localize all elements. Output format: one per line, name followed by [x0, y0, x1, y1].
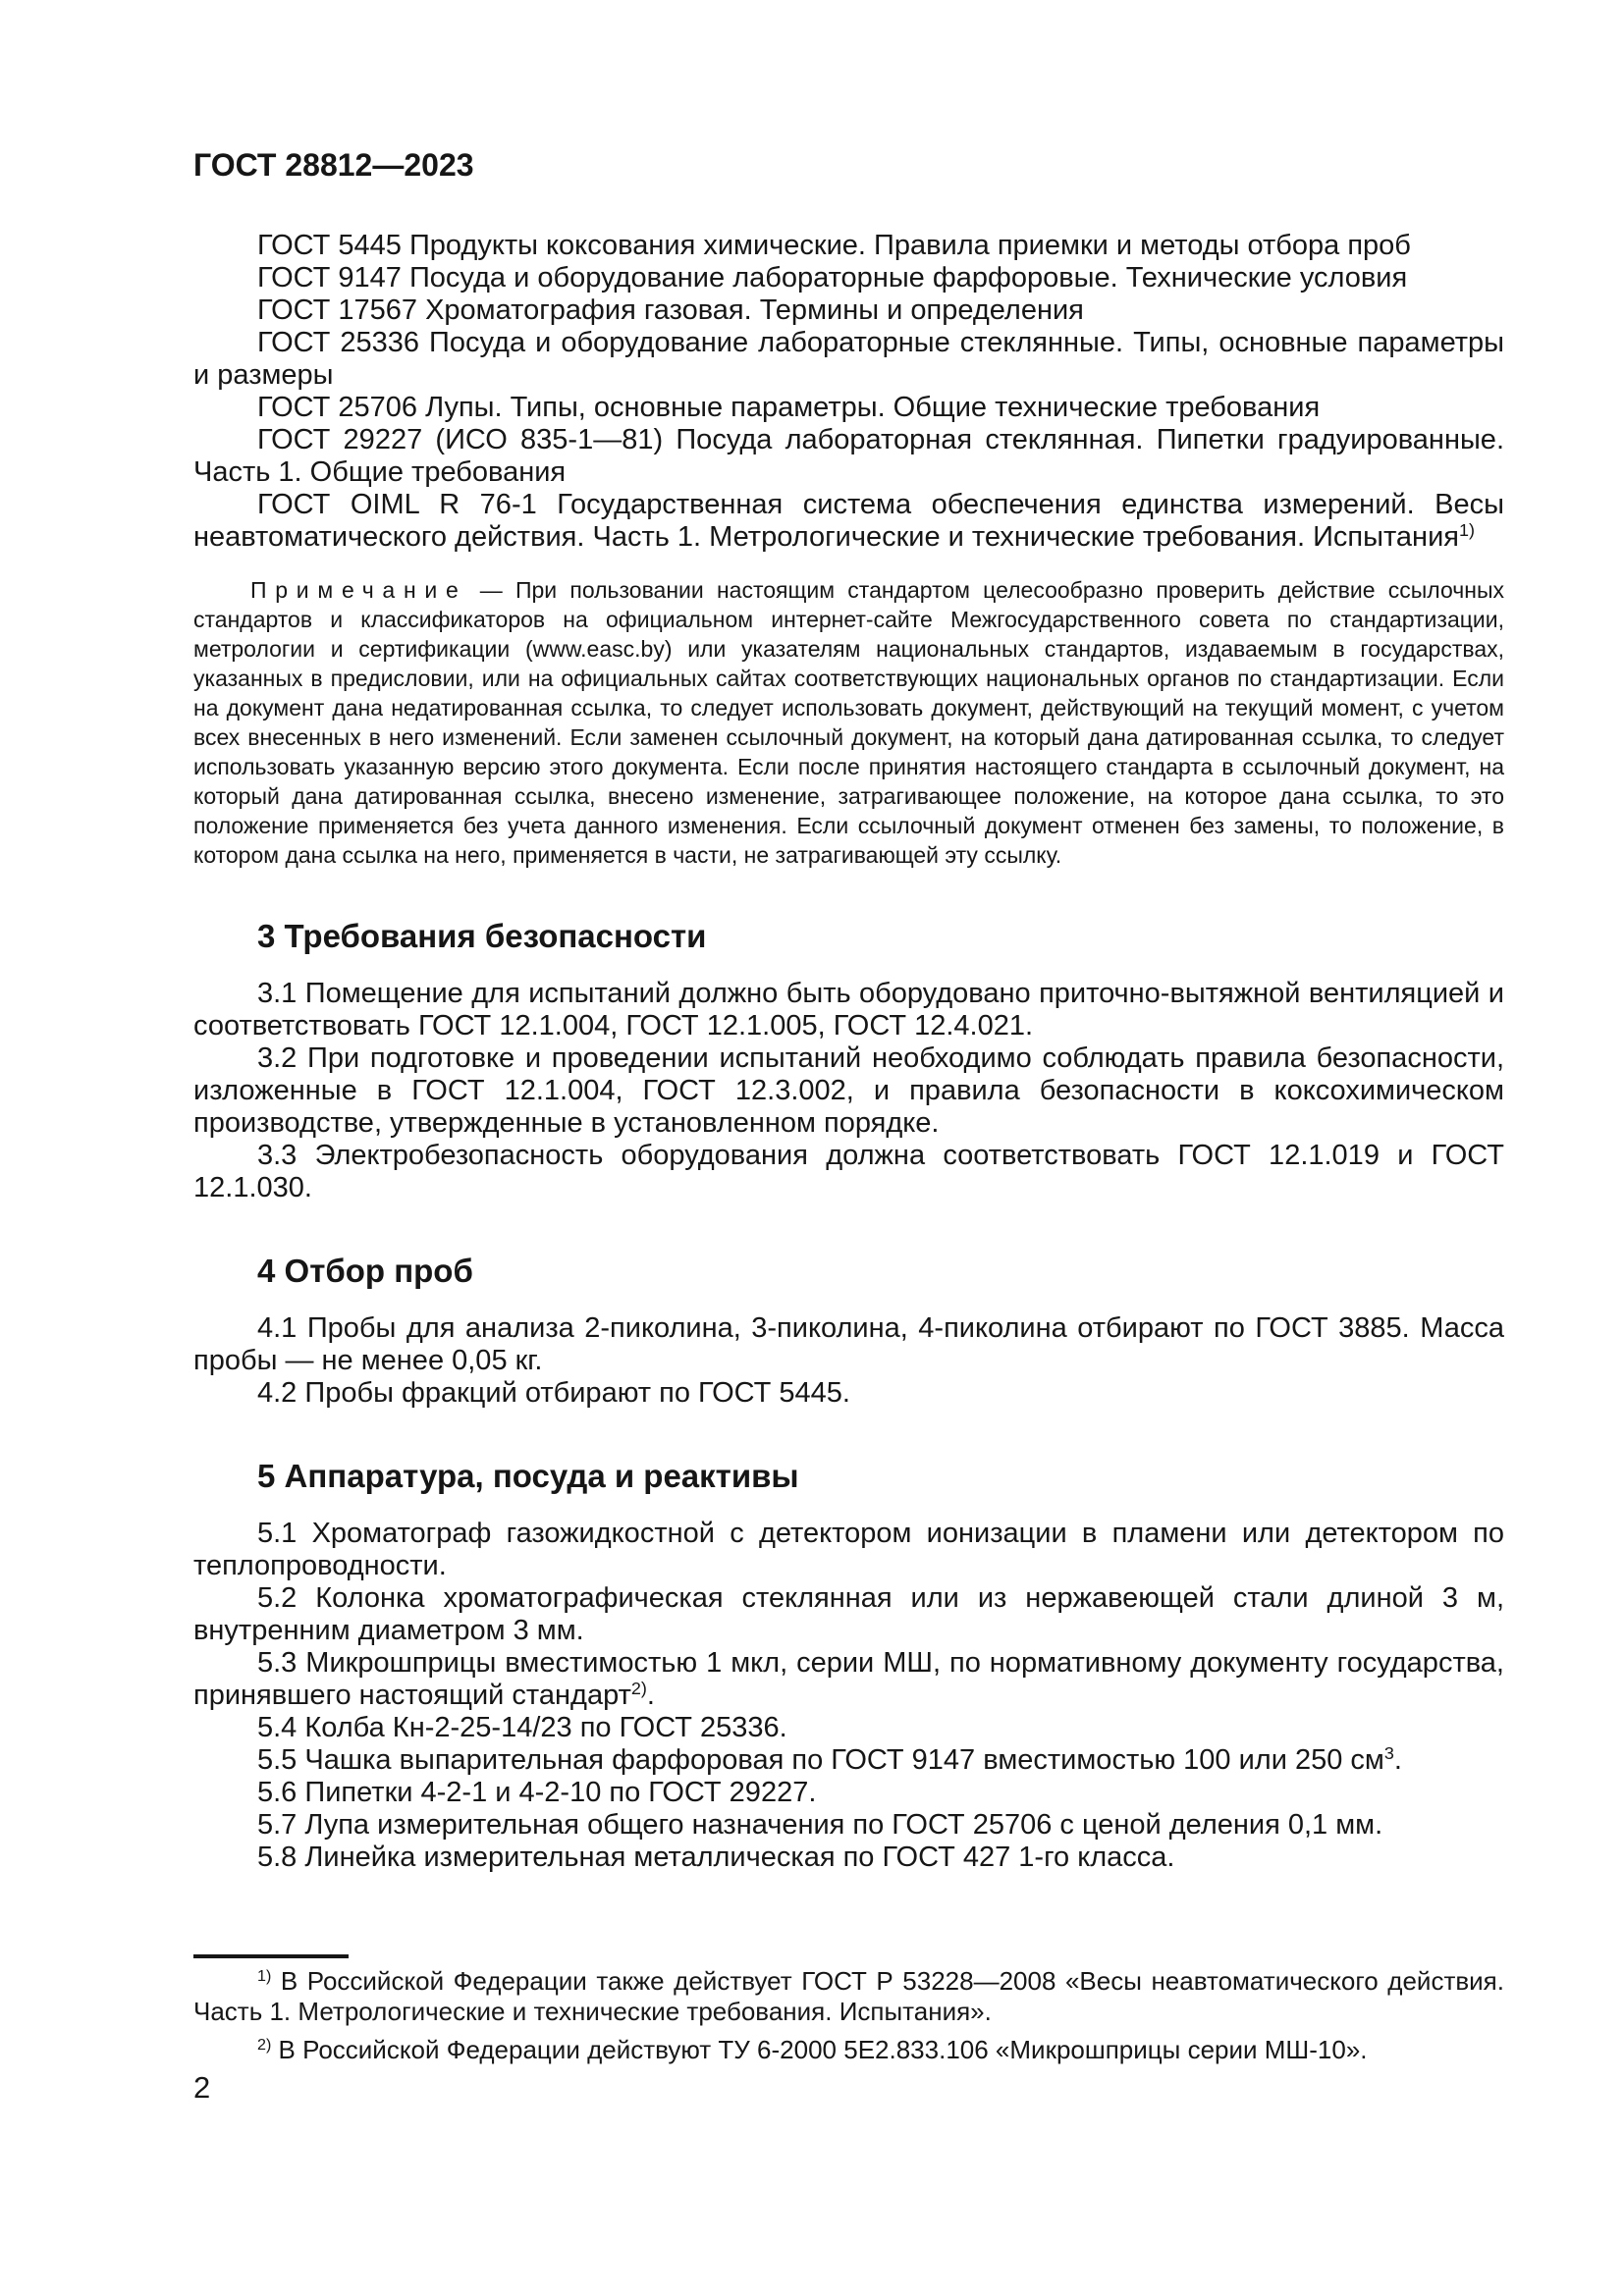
reference-paragraph: ГОСТ 17567 Хроматография газовая. Термины и определения [257, 294, 1084, 326]
page-content [0, 183, 1624, 1874]
section-heading: 3 Требования безопасности [257, 918, 707, 954]
body-paragraph: 5.3 Микрошприцы вместимостью 1 мкл, серии МШ, по нормативному документу государства, принявшего настоящий стандарт$^{2)}$. [193, 1647, 1504, 1711]
reference-paragraph: ГОСТ 25336 Посуда и оборудование лабораторные стеклянные. Типы, основные параметры и размеры [193, 327, 1504, 391]
section-heading: 4 Отбор проб [257, 1253, 473, 1289]
section-paragraphs [193, 978, 1504, 1204]
footnotes-list [193, 1966, 1504, 2065]
body-paragraph: 5.2 Колонка хроматографическая стеклянная или из нержавеющей стали длиной 3 м, внутренним диаметром 3 мм. [193, 1582, 1504, 1646]
footnote: $^{2)}$ В Российской Федерации действуют ТУ 6-2000 5Е2.833.106 «Микрошприцы серии МШ-10». [257, 2035, 1368, 2064]
section-apparatus [193, 1457, 1504, 1874]
body-paragraph: 4.1 Пробы для анализа 2-пиколина, 3-пиколина, 4-пиколина отбирают по ГОСТ 3885. Масса пробы — не менее 0,05 кг. [193, 1312, 1504, 1376]
references-list [193, 230, 1504, 554]
superscript-marker: 3 [1383, 1743, 1394, 1764]
reference-paragraph: ГОСТ 25706 Лупы. Типы, основные параметры. Общие технические требования [257, 392, 1321, 423]
superscript-marker: 1) [1458, 520, 1475, 541]
body-paragraph: 3.2 При подготовке и проведении испытаний необходимо соблюдать правила безопасности, изложенные в ГОСТ 12.1.004, ГОСТ 12.3.002, и правила безопасности в коксохимическом производстве, утвержденные в установленном порядке. [193, 1042, 1504, 1139]
footnote-separator [193, 1954, 349, 1958]
reference-paragraph: ГОСТ 9147 Посуда и оборудование лабораторные фарфоровые. Технические условия [257, 262, 1408, 294]
section-heading: 5 Аппаратура, посуда и реактивы [257, 1458, 799, 1494]
body-paragraph: 5.4 Колба Кн-2-25-14/23 по ГОСТ 25336. [257, 1712, 787, 1743]
body-paragraph: 3.3 Электробезопасность оборудования должна соответствовать ГОСТ 12.1.019 и ГОСТ 12.1.030. [193, 1140, 1504, 1203]
page-number: 2 [193, 2070, 211, 2105]
body-paragraph: 5.5 Чашка выпарительная фарфоровая по ГОСТ 9147 вместимостью 100 или 250 $см^3$. [257, 1743, 1402, 1776]
section-safety-requirements [193, 917, 1504, 1204]
reference-paragraph: ГОСТ OIML R 76-1 Государственная система обеспечения единства измерений. Весы неавтоматического действия. Часть 1. Метрологические и технические требования. Испытания$^{1)}$ [193, 489, 1504, 553]
superscript-marker: 1) [257, 1967, 272, 1986]
note-paragraph: Примечание — При пользовании настоящим стандартом целесообразно проверить действие ссылочных стандартов и классификаторов на официальном интернет-сайте Межгосударственного совета по стандартизации, метрологии и сертификации (www.easc.by) или указателям национальных стандартов, издаваемым в государствах, указанных в предисловии, или на официальных сайтах соответствующих национальных органов по стандартизации. Если на документ дана недатированная ссылка, то следует использовать документ, действующий на текущий момент, с учетом всех внесенных в него изменений. Если заменен ссылочный документ, на который дана датированная ссылка, то следует использовать указанную версию этого документа. Если после принятия настоящего стандарта в ссылочный документ, на который дана датированная ссылка, внесено изменение, затрагивающее положение, на которое дана ссылка, то это положение применяется без учета данного изменения. Если ссылочный документ отменен без замены, то положение, в котором дана ссылка на него, применяется в части, не затрагивающей эту ссылку. [193, 577, 1504, 868]
note-label: Примечание [250, 577, 467, 603]
section-paragraphs [193, 1518, 1504, 1874]
body-paragraph: 3.1 Помещение для испытаний должно быть оборудовано приточно-вытяжной вентиляцией и соответствовать ГОСТ 12.1.004, ГОСТ 12.1.005, ГОСТ 12.4.021. [193, 978, 1504, 1041]
body-paragraph: 5.6 Пипетки 4-2-1 и 4-2-10 по ГОСТ 29227. [257, 1777, 817, 1808]
footnotes-block [193, 1954, 1504, 2065]
running-header-document-code: ГОСТ 28812—2023 [193, 147, 474, 183]
reference-paragraph: ГОСТ 5445 Продукты коксования химические. Правила приемки и методы отбора проб [257, 230, 1411, 261]
superscript-marker: 2) [257, 2036, 272, 2055]
footnote: $^{1)}$ В Российской Федерации также действует ГОСТ Р 53228—2008 «Весы неавтоматического действия. Часть 1. Метрологические и технические требования. Испытания». [193, 1966, 1504, 2026]
note-block [193, 575, 1504, 870]
body-paragraph: 4.2 Пробы фракций отбирают по ГОСТ 5445. [257, 1377, 850, 1409]
body-paragraph: 5.7 Лупа измерительная общего назначения по ГОСТ 25706 с ценой деления 0,1 мм. [257, 1809, 1383, 1841]
superscript-marker: 2) [630, 1679, 647, 1699]
reference-paragraph: ГОСТ 29227 (ИСО 835-1—81) Посуда лабораторная стеклянная. Пипетки градуированные. Часть 1. Общие требования [193, 424, 1504, 488]
section-paragraphs [193, 1312, 1504, 1410]
section-sampling [193, 1252, 1504, 1410]
body-paragraph: 5.8 Линейка измерительная металлическая по ГОСТ 427 1-го класса. [257, 1842, 1175, 1873]
body-paragraph: 5.1 Хроматограф газожидкостной с детектором ионизации в пламени или детектором по теплопроводности. [193, 1518, 1504, 1581]
